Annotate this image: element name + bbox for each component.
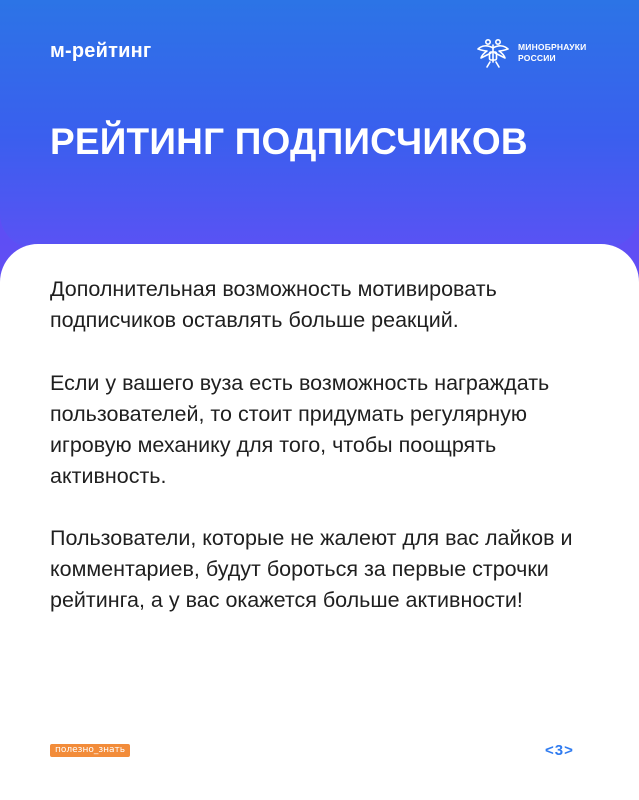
paragraph-mechanics: Если у вашего вуза есть возможность награждать пользователей, то стоит придумать регулярную игровую механику для того, чтобы поощрять активность. [50, 371, 550, 488]
hashtag-badge: полезно_знать [50, 744, 130, 757]
header [0, 0, 639, 248]
paragraph-intro: Дополнительная возможность мотивировать подписчиков оставлять больше реакций. [50, 277, 497, 332]
content-card [0, 244, 639, 800]
ministry-name [518, 42, 586, 64]
page-number: 3 [554, 742, 564, 759]
ministry-name-line2: РОССИИ [518, 53, 556, 63]
ministry-name-line1: МИНОБРНАУКИ [518, 42, 587, 52]
ministry-logo [476, 36, 586, 70]
brand-logo-text: м-рейтинг [50, 40, 152, 62]
chevron-right-icon: > [564, 742, 573, 759]
chevron-left-icon: < [545, 742, 554, 759]
paragraph-result: Пользователи, которые не жалеют для вас лайков и комментариев, будут бороться за первые строчки рейтинга, а у вас окажется больше активности! [50, 526, 573, 612]
page-title: РЕЙТИНГ ПОДПИСЧИКОВ [50, 121, 528, 162]
double-headed-eagle-icon [476, 36, 510, 70]
page-indicator [545, 742, 573, 759]
